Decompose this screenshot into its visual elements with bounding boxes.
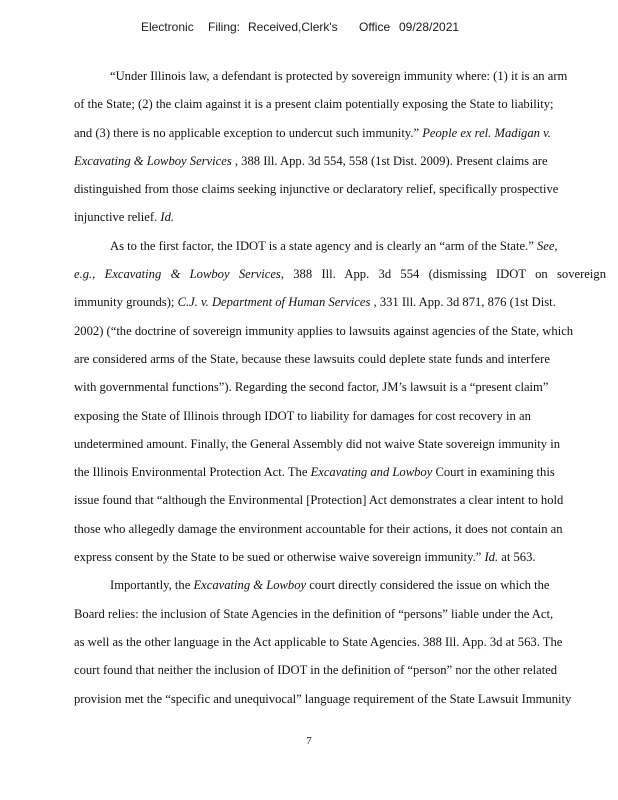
text-line — [74, 147, 606, 175]
header-electronic: Electronic — [141, 20, 194, 34]
text-run: and (3) there is no applicable exception to undercut such immunity.” — [74, 125, 423, 140]
text-run: Court in examining this — [432, 465, 555, 480]
text-run: injunctive relief. — [74, 210, 161, 225]
text-line — [74, 260, 606, 288]
header-received: Received,Clerk's — [248, 20, 338, 34]
text-line — [74, 62, 606, 90]
text-run: those who allegedly damage the environment accountable for their actions, it does not contain an — [74, 521, 563, 536]
text-run: issue found that “although the Environmental [Protection] Act demonstrates a clear intent to hold — [74, 493, 564, 508]
text-line — [74, 685, 606, 713]
italic-citation: e.g., Excavating & Lowboy Services — [74, 267, 281, 282]
italic-citation: Id. — [160, 210, 175, 225]
header-date: 09/28/2021 — [399, 20, 460, 34]
text-run: provision met the “specific and unequivocal” language requirement of the State Lawsuit Immunity — [74, 691, 572, 706]
text-run: Board relies: the inclusion of State Agencies in the definition of “persons” liable under the Act, — [74, 606, 554, 621]
text-line — [74, 402, 606, 430]
text-line — [74, 656, 606, 684]
text-run: the Illinois Environmental Protection Act. The — [74, 465, 311, 480]
italic-citation: Id. — [484, 550, 499, 565]
text-run: , 388 Ill. App. 3d 554 (dismissing IDOT on sovereign — [280, 267, 606, 282]
text-line — [74, 175, 606, 203]
text-line — [74, 317, 606, 345]
italic-citation: People ex rel. Madigan v. — [422, 125, 551, 140]
text-line — [74, 119, 606, 147]
header-office: Office — [359, 20, 391, 34]
text-line — [74, 543, 606, 571]
italic-citation: Excavating and Lowboy — [310, 465, 433, 480]
text-line — [74, 571, 606, 599]
text-run: at 563. — [498, 550, 536, 565]
page-number: 7 — [306, 735, 312, 747]
text-line — [74, 600, 606, 628]
text-line — [74, 458, 606, 486]
text-run: express consent by the State to be sued or otherwise waive sovereign immunity.” — [74, 550, 485, 565]
text-run: “Under Illinois law, a defendant is protected by sovereign immunity where: (1) it is an arm — [110, 69, 568, 83]
text-line — [74, 515, 606, 543]
text-run: distinguished from those claims seeking injunctive or declaratory relief, specifically prospective — [74, 182, 559, 197]
text-run: are considered arms of the State, because these lawsuits could deplete state funds and interfere — [74, 351, 550, 366]
italic-citation: Excavating & Lowboy — [193, 578, 307, 593]
text-line — [74, 430, 606, 458]
italic-citation: See, — [536, 238, 558, 253]
text-line — [74, 486, 606, 514]
text-line — [74, 373, 606, 401]
italic-citation: Excavating & Lowboy Services — [74, 153, 232, 168]
text-line — [74, 345, 606, 373]
text-run: as well as the other language in the Act applicable to State Agencies. 388 Ill. App. 3d at 563. The — [74, 634, 563, 649]
text-run: undetermined amount. Finally, the General Assembly did not waive State sovereign immunity in — [74, 436, 561, 451]
text-run: court directly considered the issue on which the — [306, 578, 550, 593]
text-run: As to the first factor, the IDOT is a state agency and is clearly an “arm of the State.” — [110, 238, 537, 253]
italic-citation: C.J. v. Department of Human Services — [177, 295, 371, 310]
text-run: court found that neither the inclusion of IDOT in the definition of “person” nor the other related — [74, 663, 558, 678]
text-run: with governmental functions”). Regarding the second factor, JM’s lawsuit is a “present claim” — [74, 380, 549, 395]
text-run: 2002) (“the doctrine of sovereign immunity applies to lawsuits against agencies of the State, which — [74, 323, 574, 338]
text-run: of the State; (2) the claim against it is a present claim potentially exposing the State to liability; — [74, 97, 554, 112]
text-run: Importantly, the — [110, 578, 194, 593]
text-run: exposing the State of Illinois through IDOT to liability for damages for cost recovery in an — [74, 408, 531, 423]
text-line — [74, 288, 606, 316]
document-body — [74, 62, 606, 713]
text-line — [74, 232, 606, 260]
text-line — [74, 90, 606, 118]
text-run: , 388 Ill. App. 3d 554, 558 (1st Dist. 2009). Present claims are — [231, 153, 548, 168]
text-line — [74, 628, 606, 656]
text-run: immunity grounds); — [74, 295, 178, 310]
text-run: , 331 Ill. App. 3d 871, 876 (1st Dist. — [370, 295, 556, 310]
header-filing: Filing: — [208, 20, 241, 34]
text-line — [74, 203, 606, 231]
